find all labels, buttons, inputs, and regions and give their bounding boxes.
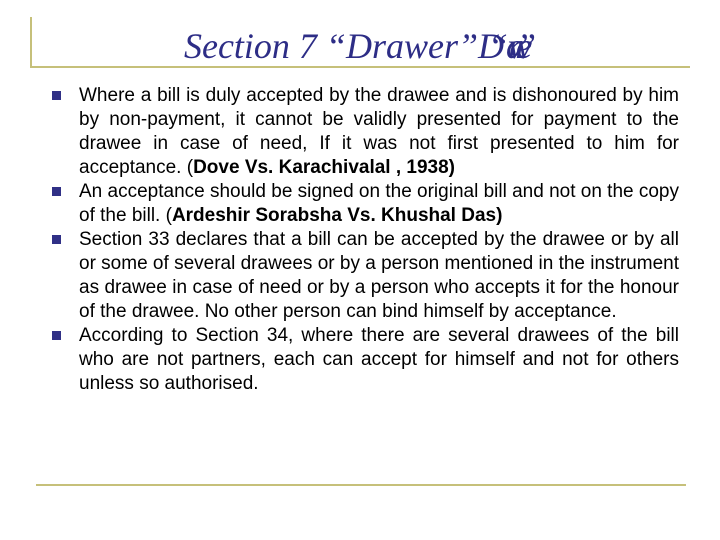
title-part-3: “ <box>487 26 509 66</box>
title-part-4: rawee <box>508 26 516 66</box>
bullet-text-segment: According to Section 34, where there are several drawees of the bill who are not partners, each can accept for himself and not for others unless so authorised. <box>79 325 679 394</box>
bullet-list <box>0 84 720 396</box>
square-bullet-icon <box>52 187 61 196</box>
bullet-item <box>0 84 720 180</box>
square-bullet-icon <box>52 91 61 100</box>
case-citation: Dove Vs. Karachivalal , 1938) <box>193 157 456 178</box>
title-part-5: ” <box>516 26 537 66</box>
title-part-1: Section 7 “Drawer” <box>183 26 478 66</box>
bullet-text-segment: Where a bill is duly accepted by the drawee and is dishonoured by him by non-payment, it cannot be validly presented for payment to the drawee in case of need, If it was not first presented to him for acceptance. ( <box>79 85 679 178</box>
case-citation: Ardeshir Sorabsha Vs. Khushal Das) <box>171 205 503 226</box>
square-bullet-icon <box>52 235 61 244</box>
square-bullet-icon <box>52 331 61 340</box>
bullet-item <box>0 228 720 324</box>
title-underline-rule <box>30 66 690 68</box>
bullet-text-segment: An acceptance should be signed on the original bill and not on the copy of the bill. ( <box>79 181 679 226</box>
bullet-text-segment: Section 33 declares that a bill can be accepted by the drawee or by all or some of several drawees or by a person mentioned in the instrument as drawee in case of need or by a person who accepts it for the honour of the drawee. No other person can bind himself by acceptance. <box>79 229 679 322</box>
bullet-text <box>79 84 679 180</box>
bullet-item <box>0 324 720 396</box>
bullet-text <box>79 324 679 396</box>
bullet-text <box>79 228 679 324</box>
title-part-2: D <box>477 26 488 66</box>
bullet-item <box>0 180 720 228</box>
bottom-rule <box>36 484 686 486</box>
bullet-text <box>79 180 679 228</box>
slide-title <box>0 26 720 66</box>
